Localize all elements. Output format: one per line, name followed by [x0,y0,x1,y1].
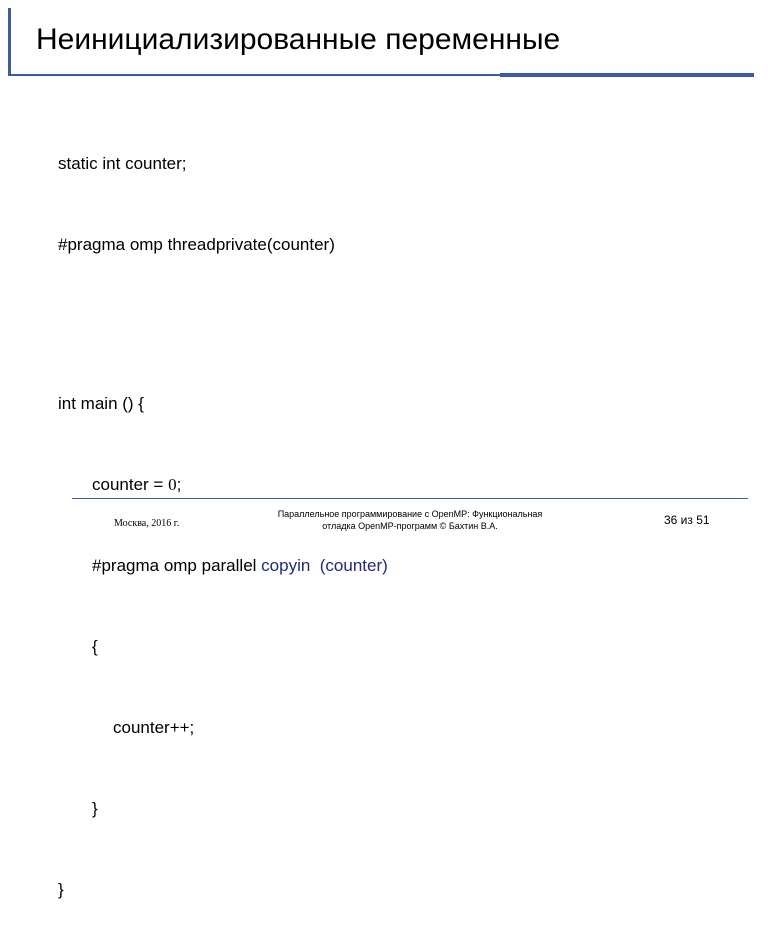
code-line-4-prefix: counter = [92,475,169,494]
title-underline-thin [8,74,500,76]
copyin-clause: copyin (counter) [261,556,388,575]
code-line-5-prefix: #pragma omp parallel [92,556,262,575]
code-line-3: int main () { [58,394,144,413]
slide-title: Неинициализированные переменные [36,23,561,56]
code-line-6: { [92,637,98,656]
code-line-4-value: 0 [168,475,177,494]
footer-rule [72,498,748,499]
code-line-2: #pragma omp threadprivate(counter) [58,235,335,254]
code-line-1: static int counter; [58,154,187,173]
footer-course-line-2: отладка OpenMP-программ © Бахтин В.А. [322,521,498,531]
code-line-8: } [92,799,98,818]
code-line-9: } [58,880,64,899]
code-line-7: counter++; [113,718,195,737]
footer-course-title [240,508,580,532]
footer-course-line-1: Параллельное программирование с OpenMP: Функциональная [277,509,543,519]
code-line-5 [58,552,388,579]
code-line-4-suffix: ; [176,475,182,494]
title-left-rule [8,8,11,76]
footer-place-date: Москва, 2016 г. [114,518,180,529]
code-blank-line [58,312,388,336]
title-underline-thick [500,73,754,77]
page-number: 36 из 51 [664,513,710,527]
code-line-4 [58,471,388,498]
